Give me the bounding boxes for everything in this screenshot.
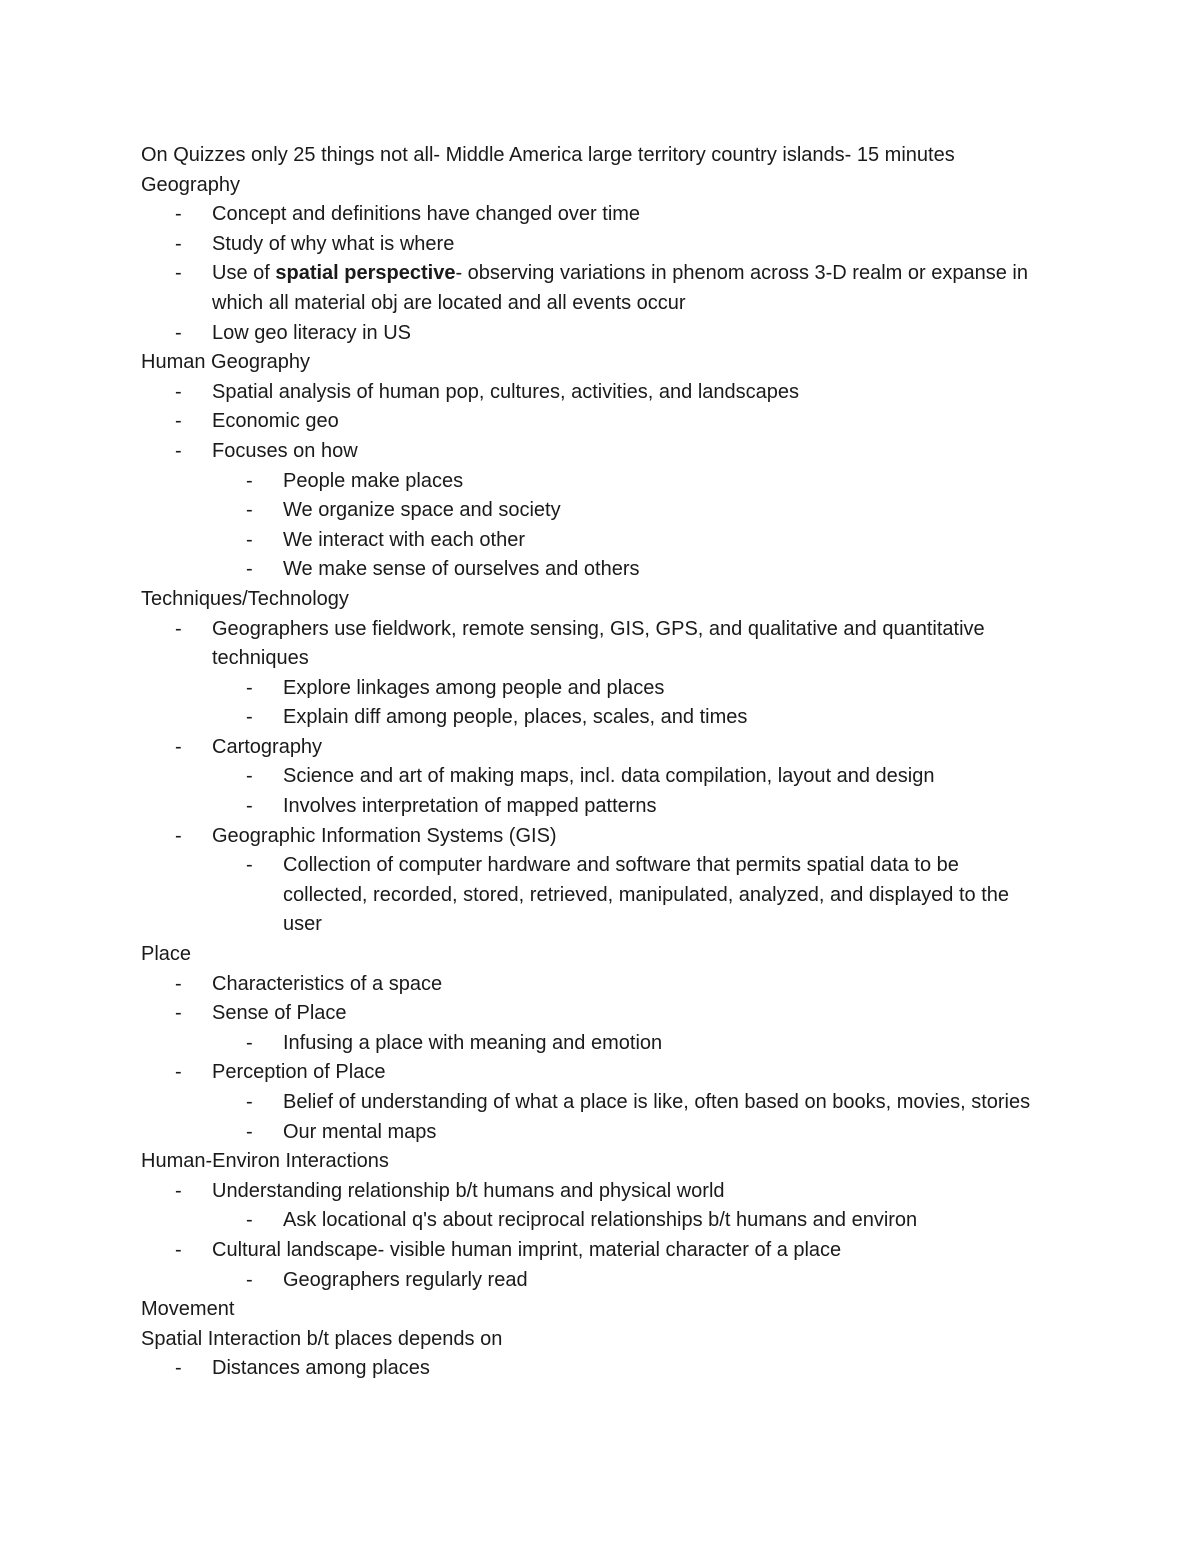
sub-list-item — [141, 526, 1061, 556]
list-item-text — [212, 259, 1052, 318]
list-item-text: Geographic Information Systems (GIS) — [212, 824, 557, 847]
sub-list-item-text: People make places — [283, 469, 464, 492]
sub-list-item-text: We organize space and society — [283, 499, 561, 522]
bullet-dash: - — [246, 528, 253, 551]
bullet-dash: - — [246, 1091, 253, 1113]
text-segment: Use of — [212, 262, 276, 285]
bullet-dash: - — [246, 1031, 253, 1054]
list-item-text: Cartography — [212, 735, 323, 758]
sub-list-item — [141, 1088, 1061, 1118]
sub-list-item-text: We interact with each other — [283, 528, 525, 551]
bullet-dash: - — [175, 1179, 182, 1202]
section-heading: Spatial Interaction b/t places depends on — [141, 1327, 503, 1350]
list-item-text: Economic geo — [212, 410, 339, 433]
sub-list-item — [141, 1206, 1061, 1236]
bullet-dash: - — [175, 1002, 182, 1025]
list-item-text: Geographers use fieldwork, remote sensing, GIS, GPS, and qualitative and quantitative techniques — [212, 617, 985, 670]
section-heading: Techniques/Technology — [141, 587, 349, 610]
bullet-dash: - — [246, 499, 253, 522]
bullet-dash: - — [246, 1120, 253, 1143]
list-item-text: Characteristics of a space — [212, 972, 443, 995]
bullet-dash: - — [246, 558, 253, 581]
list-item-text: Understanding relationship b/t humans and physical world — [212, 1179, 725, 1202]
list-item — [141, 378, 1061, 408]
bullet-dash: - — [175, 439, 182, 462]
sub-list-item-text: We make sense of ourselves and others — [283, 558, 640, 581]
sub-list-item — [141, 555, 1061, 585]
sub-list-item — [141, 792, 1061, 822]
sub-list-item-text: Infusing a place with meaning and emotion — [283, 1031, 663, 1054]
section-heading: Geography — [141, 173, 240, 196]
sub-list-item-text: Explore linkages among people and places — [283, 676, 665, 699]
bullet-dash: - — [175, 232, 182, 255]
list-item — [141, 970, 1061, 1000]
list-item — [141, 1058, 1061, 1088]
section-heading: Movement — [141, 1298, 235, 1321]
sub-list-item — [141, 1029, 1061, 1059]
bullet-dash: - — [175, 262, 182, 285]
list-item — [141, 615, 1061, 674]
sub-list-item-text: Science and art of making maps, incl. data compilation, layout and design — [283, 765, 935, 788]
bullet-dash: - — [246, 1268, 253, 1291]
bullet-dash: - — [175, 380, 182, 403]
sub-list-item — [141, 1266, 1061, 1296]
list-item — [141, 1354, 1061, 1384]
list-item — [141, 259, 1061, 318]
bullet-dash: - — [175, 972, 182, 995]
bullet-dash: - — [246, 676, 253, 699]
list-item-text: Sense of Place — [212, 1002, 347, 1025]
bullet-dash: - — [246, 795, 253, 818]
bullet-dash: - — [175, 617, 182, 640]
list-item — [141, 319, 1061, 349]
bullet-dash: - — [246, 765, 253, 788]
sub-list-item-text: Explain diff among people, places, scales, and times — [283, 706, 748, 729]
bullet-dash: - — [246, 1209, 253, 1232]
sub-list-item-text: Collection of computer hardware and software that permits spatial data to be collected, recorded, stored, retrieved, manipulated, analyzed, and displayed to the user — [283, 854, 1009, 936]
bullet-dash: - — [175, 321, 182, 344]
bullet-dash: - — [175, 203, 182, 226]
list-item — [141, 437, 1061, 467]
sub-list-item-text: Ask locational q's about reciprocal relationships b/t humans and environ — [283, 1209, 918, 1232]
sub-list-item-text: Geographers regularly read — [283, 1268, 528, 1291]
bullet-dash: - — [175, 735, 182, 758]
bullet-dash: - — [175, 410, 182, 433]
bold-term: spatial perspective — [275, 262, 456, 285]
list-item — [141, 822, 1061, 852]
list-item-text: Perception of Place — [212, 1061, 386, 1084]
bullet-dash: - — [175, 1357, 182, 1380]
section-heading: Place — [141, 943, 192, 966]
bullet-dash: - — [246, 469, 253, 492]
sub-list-item — [141, 496, 1061, 526]
text-segment: - observing variations in phenom across 3-D realm or expanse in which all material obj are located and all events occur — [212, 262, 1028, 314]
section-heading: Human Geography — [141, 351, 310, 374]
list-item — [141, 1177, 1061, 1207]
list-item-text: Concept and definitions have changed over time — [212, 203, 641, 226]
sub-list-item — [141, 703, 1061, 733]
list-item — [141, 407, 1061, 437]
list-item-text: Distances among places — [212, 1357, 430, 1380]
bullet-dash: - — [246, 854, 253, 877]
list-item — [141, 1236, 1061, 1266]
bullet-dash: - — [246, 706, 253, 729]
sub-list-item-text: Involves interpretation of mapped patterns — [283, 795, 657, 818]
bullet-dash: - — [175, 1238, 182, 1261]
bullet-dash: - — [175, 1061, 182, 1084]
sub-list-item — [141, 851, 1061, 940]
sub-list-item-text: Belief of understanding of what a place is like, often based on books, movies, stories — [283, 1091, 1031, 1113]
sub-list-item — [141, 674, 1061, 704]
bullet-dash: - — [175, 824, 182, 847]
list-item — [141, 999, 1061, 1029]
list-item — [141, 230, 1061, 260]
sub-list-item — [141, 1118, 1061, 1148]
list-item — [141, 733, 1061, 763]
list-item-text: Study of why what is where — [212, 232, 455, 255]
notes-body — [141, 141, 1061, 1384]
list-item-text: Focuses on how — [212, 439, 358, 462]
list-item — [141, 200, 1061, 230]
list-item-text: Spatial analysis of human pop, cultures, activities, and landscapes — [212, 380, 800, 403]
sub-list-item — [141, 467, 1061, 497]
sub-list-item — [141, 762, 1061, 792]
intro-line: On Quizzes only 25 things not all- Middle America large territory country islands- 15 minutes — [141, 144, 955, 166]
section-heading: Human-Environ Interactions — [141, 1150, 389, 1173]
list-item-text: Low geo literacy in US — [212, 321, 411, 344]
list-item-text: Cultural landscape- visible human imprint, material character of a place — [212, 1238, 842, 1261]
sub-list-item-text: Our mental maps — [283, 1120, 437, 1143]
